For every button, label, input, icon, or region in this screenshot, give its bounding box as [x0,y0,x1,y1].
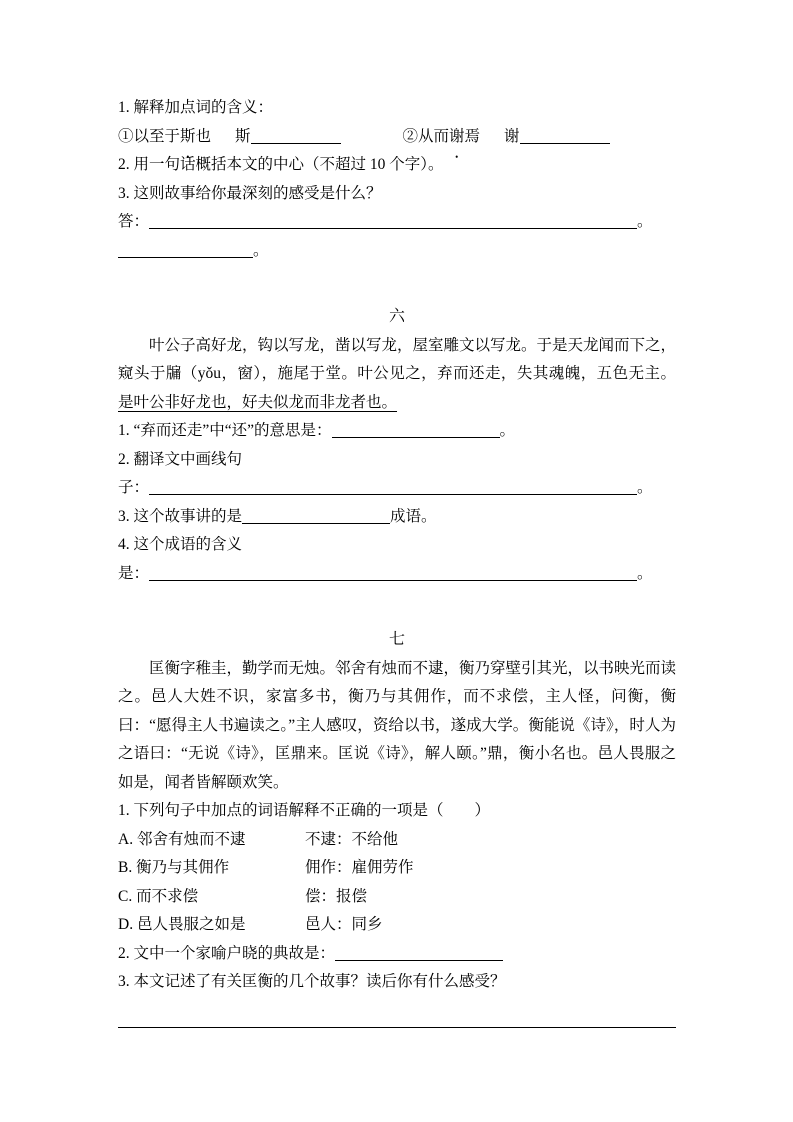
item-2 [402,128,609,145]
six-q1-text: 1. “弃而还走”中“还”的意思是： [118,422,332,439]
answer-continuation-line [118,237,676,266]
seven-question-3: 3. 本文记述了有关匡衡的几个故事？读后你有什么感受？ [118,973,506,990]
fill-blank [149,491,637,495]
fill-blank [332,434,500,438]
six-question-1 [118,417,676,446]
six-q4-label: 是： [118,564,150,582]
answer-rule-line [118,1027,676,1028]
section-seven-title: 七 [388,631,405,648]
fill-blank [149,225,637,229]
seven-question-2 [118,940,676,969]
option-b [118,854,676,883]
question-3: 3. 这则故事给你最深刻的感受是什么？ [118,184,382,202]
item-1 [118,128,344,145]
period: 。 [637,479,653,496]
six-question-4: 4. 这个成语的含义 [118,536,243,553]
fill-blank [520,140,610,144]
six-q3-suffix: 成语。 [390,507,437,525]
six-question-2: 2. 翻译文中画线句 [118,450,243,468]
item-2-target-word: 谢 [503,127,520,145]
option-a [118,826,676,855]
intro-questions [118,94,676,265]
period: 。 [253,241,269,259]
fill-blank [149,577,637,581]
question-2: 2. 用一句话概括本文的中心（不超过 10 个字）。 [118,156,444,173]
option-c-explanation: 偿：报偿 [305,887,368,905]
item-1-target-word: 斯 [235,127,251,145]
option-d [118,911,676,940]
answer-label: 答： [118,213,150,230]
fill-blank [335,957,503,961]
option-c [118,883,676,912]
item-1-dotted-char: 斯 [180,127,196,145]
item-2-phrase-post: 焉 [464,127,480,145]
section-seven-passage: 匡衡字稚圭，勤学而无烛。邻舍有烛而不逮，衡乃穿壁引其光，以书映光而读之。邑人大姓不识，家富多书，衡乃与其佣作，而不求偿，主人怪，问衡，衡曰：“愿得主人书遍读之。”主人感叹，资给以书，遂成大学。衡能说《诗》，时人为之语曰：“无说《诗》，匡鼎来。匡说《诗》，解人颐。”鼎，衡小名也。邑人畏服之如是，闻者皆解颐欢笑。 [118,659,677,791]
six-question-4-answer [118,560,676,589]
seven-question-1: 1. 下列句子中加点的词语解释不正确的一项是（ ） [118,802,491,819]
six-q2-label: 子： [118,479,150,496]
fill-blank [251,140,341,144]
period: 。 [499,422,516,439]
fill-blank [118,254,253,258]
passage-underlined-sentence: 是叶公非好龙也，好夫似龙而非龙者也。 [118,393,398,411]
item-2-phrase-pre: ②从而 [402,127,449,145]
fill-blank [242,520,390,524]
option-b-explanation: 佣作：雇佣劳作 [305,859,414,876]
seven-q2-text: 2. 文中一个家喻户晓的典故是： [118,944,336,962]
option-d-explanation: 邑人：同乡 [305,916,383,933]
seven-q1-options [118,826,676,940]
six-q3-text: 3. 这个故事讲的是 [118,507,243,525]
option-b-phrase: B. 衡乃与其佣作 [118,859,230,876]
item-2-dotted-char: 谢 [448,127,465,145]
period: 。 [637,213,653,230]
option-a-phrase: A. 邻舍有烛而不逮 [118,830,246,848]
question-1-items [118,123,676,152]
section-seven [118,626,676,1028]
six-question-2-answer [118,474,676,503]
option-c-phrase: C. 而不求偿 [118,887,199,905]
section-six [118,303,676,588]
passage-text: 叶公子高好龙，钩以写龙，凿以写龙，屋室雕文以写龙。于是天龙闻而下之，窥头于牖（yǒu，窗），施尾于堂。叶公见之，弃而还走，失其魂魄，五色无主。 [118,336,677,382]
section-six-passage [118,332,676,418]
option-a-explanation: 不逮：不给他 [305,830,399,848]
answer-line [118,208,676,237]
item-1-phrase-post: 也 [195,127,212,145]
option-d-phrase: D. 邑人畏服之如是 [118,916,246,933]
period: 。 [637,564,653,582]
item-1-phrase-pre: ①以至于 [118,127,181,145]
section-six-title: 六 [388,308,405,325]
question-1: 1. 解释加点词的含义： [118,99,274,116]
six-question-3 [118,503,676,532]
